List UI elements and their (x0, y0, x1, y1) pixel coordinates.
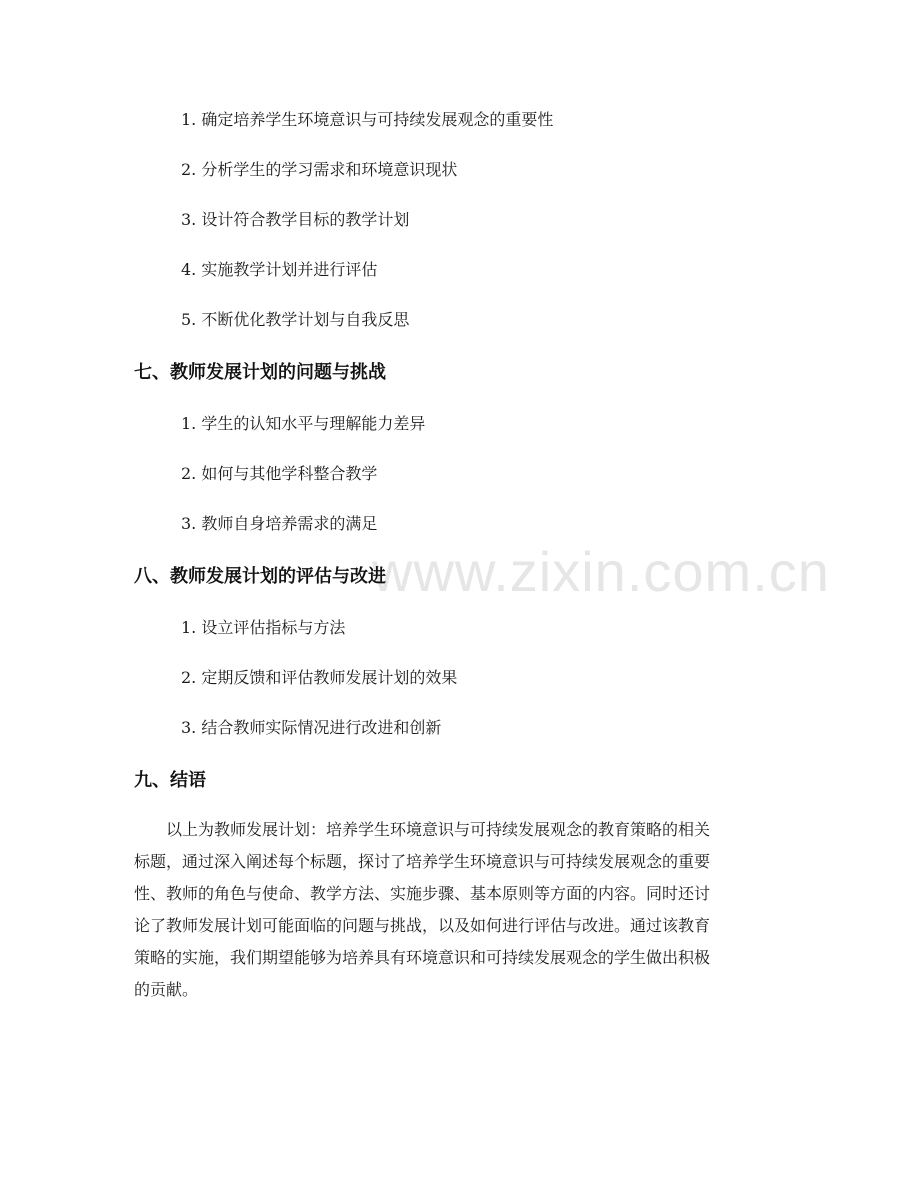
section-heading-7: 七、教师发展计划的问题与挑战 (134, 362, 386, 383)
list-item: 5. 不断优化教学计划与自我反思 (181, 310, 410, 329)
list-item: 1. 设立评估指标与方法 (181, 618, 346, 637)
paragraph-line: 标题，通过深入阐述每个标题，探讨了培养学生环境意识与可持续发展观念的重要 (134, 852, 711, 871)
list-item: 1. 学生的认知水平与理解能力差异 (181, 414, 426, 433)
paragraph-line: 性、教师的角色与使命、教学方法、实施步骤、基本原则等方面的内容。同时还讨 (134, 884, 711, 903)
watermark-text: www.zixin.com.cn (372, 540, 830, 603)
paragraph-line: 以上为教师发展计划：培养学生环境意识与可持续发展观念的教育策略的相关 (166, 820, 711, 839)
paragraph-line: 策略的实施，我们期望能够为培养具有环境意识和可持续发展观念的学生做出积极 (134, 948, 711, 967)
list-item: 2. 定期反馈和评估教师发展计划的效果 (181, 668, 458, 687)
paragraph-line: 论了教师发展计划可能面临的问题与挑战，以及如何进行评估与改进。通过该教育 (134, 916, 711, 935)
list-item: 2. 分析学生的学习需求和环境意识现状 (181, 160, 458, 179)
section-heading-9: 九、结语 (134, 770, 206, 791)
section-heading-8: 八、教师发展计划的评估与改进 (134, 566, 386, 587)
list-item: 3. 教师自身培养需求的满足 (181, 514, 378, 533)
list-item: 3. 设计符合教学目标的教学计划 (181, 210, 410, 229)
paragraph-line: 的贡献。 (134, 980, 199, 999)
list-item: 4. 实施教学计划并进行评估 (181, 260, 378, 279)
list-item: 3. 结合教师实际情况进行改进和创新 (181, 718, 442, 737)
list-item: 1. 确定培养学生环境意识与可持续发展观念的重要性 (181, 110, 554, 129)
list-item: 2. 如何与其他学科整合教学 (181, 464, 378, 483)
